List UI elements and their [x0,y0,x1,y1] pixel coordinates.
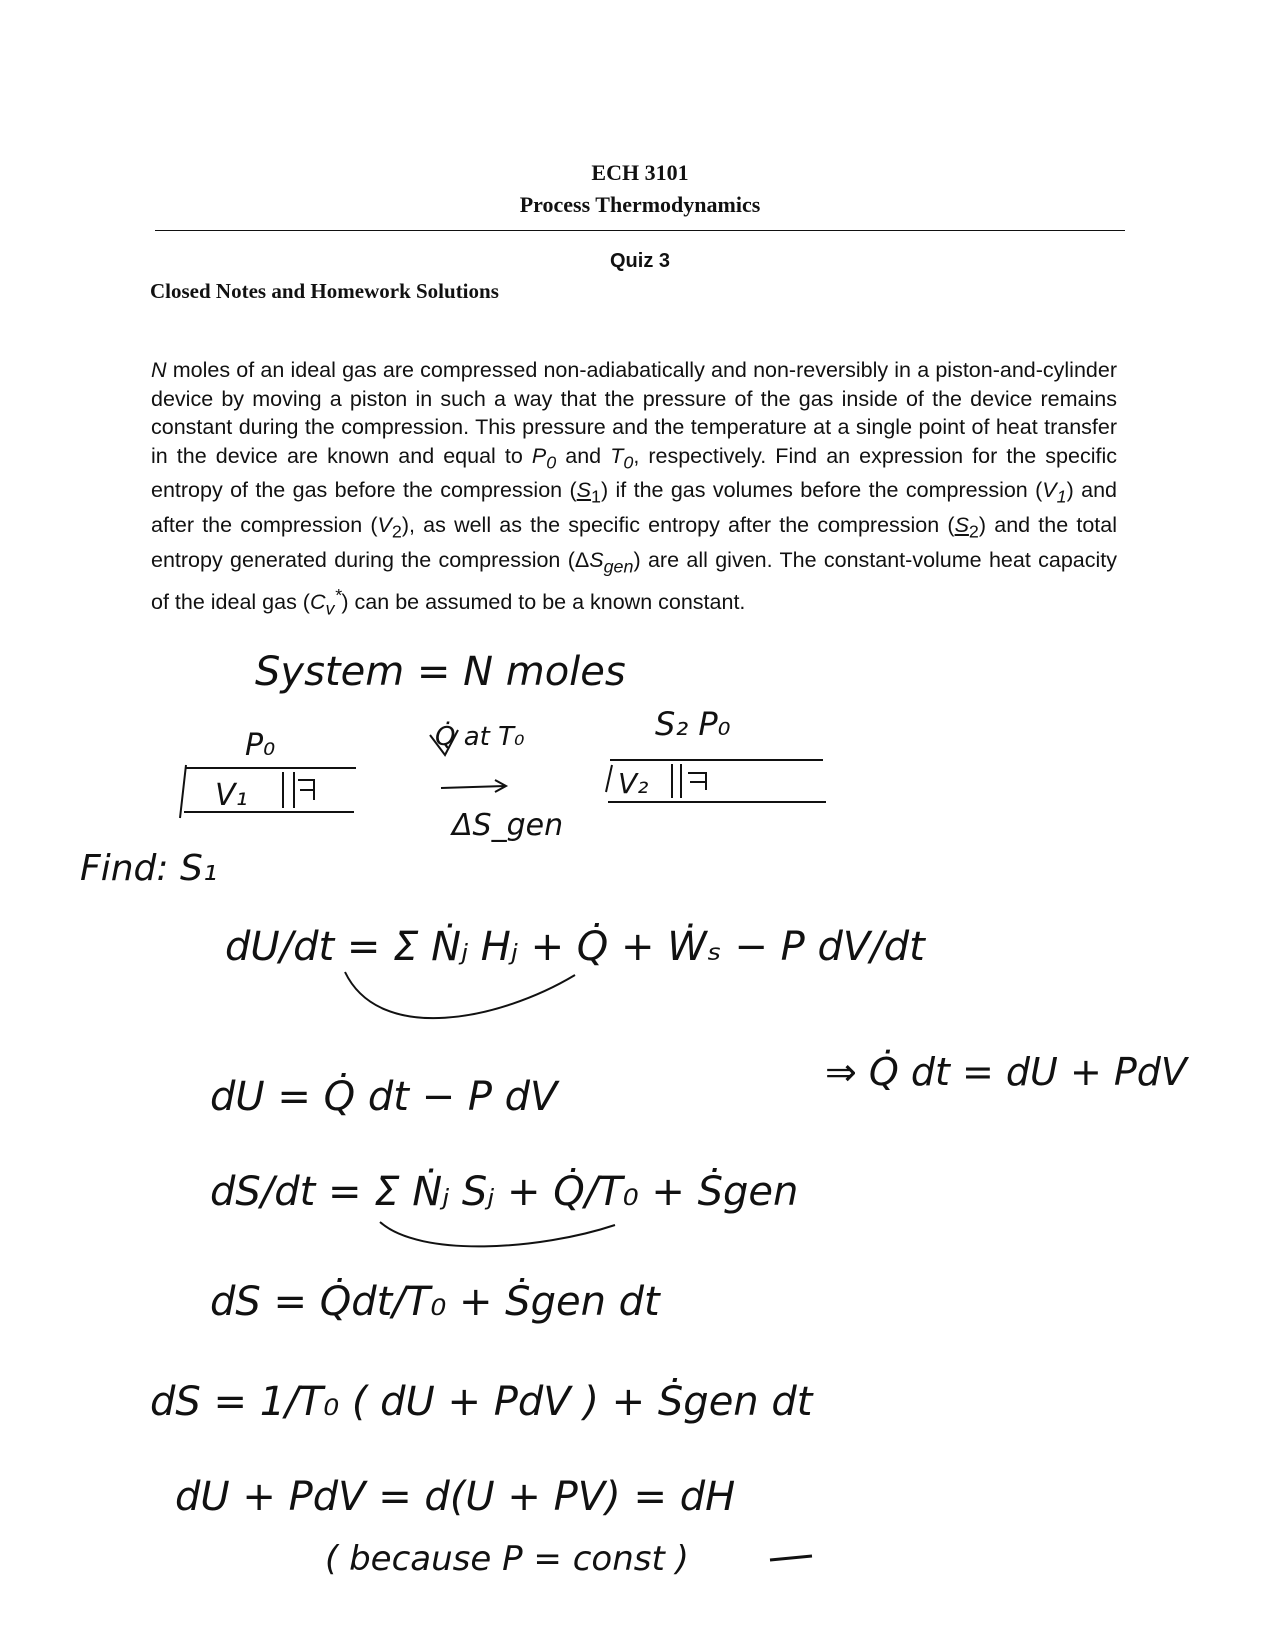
constant-pressure-note: ( because P = const ) [325,1539,689,1579]
v1-label: V₁ [215,778,248,813]
system-label: System = N moles [255,649,626,695]
problem-statement: N moles of an ideal gas are compressed non-adiabatically and non-reversibly in a piston-and-cylinder device by moving a piston in such a way that the pressure of the gas inside of the device remains constant during the compression. This pressure and the temperature at a single point of heat transfer in the device are known and equal to $P_0$ and $T_0$, respectively. Find an expression for the specific entropy of the gas before the compression $(S_1)$ if the gas volumes before the compression $(V_1)$ and after the compression $(V_2)$, as well as the specific entropy after the compression $(S_2)$ and the total entropy generated during the compression $(\Delta S_{gen})$ are all given. The constant-volume heat capacity of the ideal gas $(C_v^*)$ can be assumed to be a known constant. [151,358,1118,619]
s2-p0-label: S₂ P₀ [655,705,731,743]
cylinder-before [180,765,356,818]
energy-differential: dU = Q̇ dt − P dV [210,1074,558,1120]
entropy-balance: dS/dt = Σ Ṅⱼ Sⱼ + Q̇/T₀ + Ṡgen [210,1169,799,1215]
scribble-mark [770,1556,812,1560]
quiz-title: Quiz 3 [609,250,670,272]
entropy-balance-brace [380,1222,615,1246]
find-label: Find: S₁ [80,848,218,889]
v2-label: V₂ [618,767,649,800]
energy-balance-brace [345,972,575,1018]
energy-balance: dU/dt = Σ Ṅⱼ Hⱼ + Q̇ + Ẇₛ − P dV/dt [225,924,925,970]
course-title: Process Thermodynamics [519,192,761,217]
entropy-substituted: dS = 1/T₀ ( dU + PdV ) + Ṡgen dt [150,1379,813,1425]
course-code: ECH 3101 [591,160,689,185]
heat-expression: ⇒ Q̇ dt = dU + PdV [825,1050,1187,1094]
entropy-differential: dS = Q̇dt/T₀ + Ṡgen dt [210,1279,660,1325]
notes-instruction: Closed Notes and Homework Solutions [150,279,499,303]
qdot-label: Q̇ at T₀ [435,722,525,752]
dsgen-label: ΔS_gen [452,808,564,843]
p0-label: P₀ [245,728,276,763]
enthalpy-relation: dU + PdV = d(U + PV) = dH [175,1474,736,1520]
